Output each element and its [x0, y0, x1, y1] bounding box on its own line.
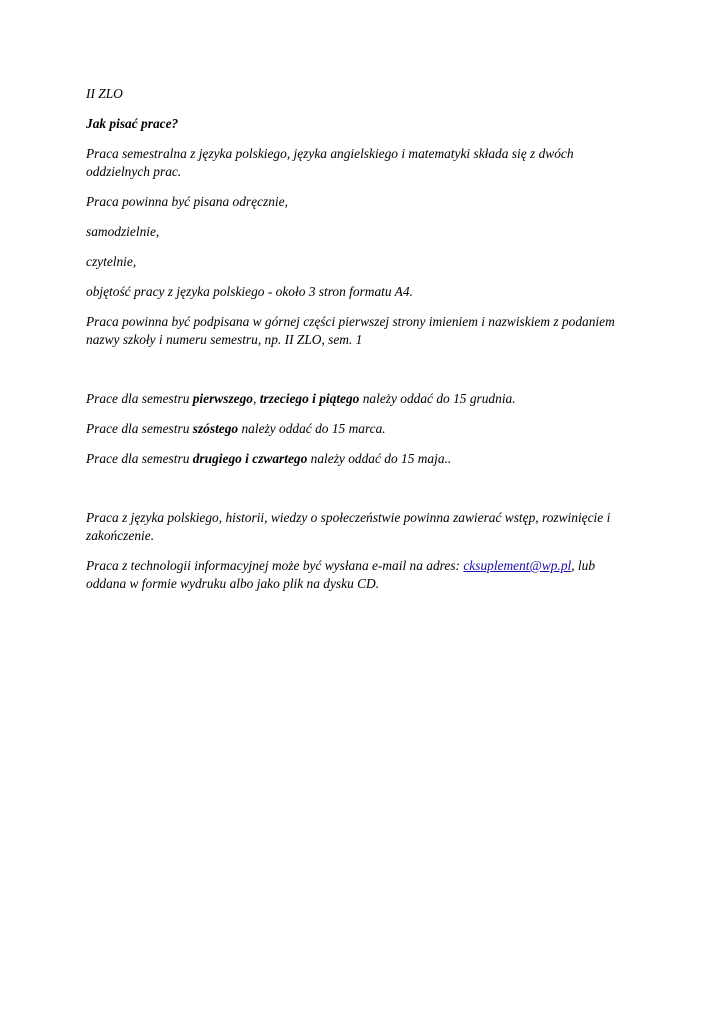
paragraph-semester-work-line1: Praca semestralna z języka polskiego, języka angielskiego i matematyki składa się z dwóch — [86, 146, 574, 161]
deadline-may-semester-second-fourth: drugiego i czwartego — [192, 451, 308, 466]
deadline-march-semester-sixth: szóstego — [192, 421, 239, 436]
deadline-december-prefix: Prace dla semestru — [86, 391, 193, 406]
deadline-december-semester-third-fifth: trzeciego i piątego — [259, 391, 360, 406]
deadline-december — [86, 390, 646, 408]
paragraph-signature-line2: nazwy szkoły i numeru semestru, np. II ZLO, sem. 1 — [86, 332, 363, 347]
deadline-march-suffix: należy oddać do 15 marca. — [238, 421, 386, 436]
deadline-may-suffix: należy oddać do 15 maja.. — [307, 451, 452, 466]
paragraph-legibly: czytelnie, — [86, 254, 137, 269]
paragraph-semester-work — [86, 145, 646, 163]
email-link[interactable]: cksuplement@wp.pl — [463, 558, 572, 573]
paragraph-semester-work-cont: oddzielnych prac. — [86, 164, 182, 179]
note-it-submission-suffix: , lub — [571, 558, 596, 573]
deadline-december-semester-first: pierwszego — [192, 391, 253, 406]
deadline-december-suffix: należy oddać do 15 grudnia. — [359, 391, 516, 406]
paragraph-independently: samodzielnie, — [86, 224, 160, 239]
paragraph-length: objętość pracy z języka polskiego - około 3 stron formatu A4. — [86, 284, 413, 299]
deadline-march — [86, 420, 646, 438]
note-essay-structure-line1: Praca z języka polskiego, historii, wiedzy o społeczeństwie powinna zawierać wstęp, rozwinięcie i — [86, 510, 611, 525]
paragraph-signature-line1: Praca powinna być podpisana w górnej części pierwszej strony imieniem i nazwiskiem z podaniem — [86, 314, 615, 329]
deadline-may — [86, 450, 646, 468]
paragraph-handwritten: Praca powinna być pisana odręcznie, — [86, 194, 288, 209]
note-it-submission-line2: oddana w formie wydruku albo jako plik na dysku CD. — [86, 576, 380, 591]
deadline-march-prefix: Prace dla semestru — [86, 421, 193, 436]
note-it-submission — [86, 557, 646, 575]
deadline-may-prefix: Prace dla semestru — [86, 451, 193, 466]
school-name: II ZLO — [86, 86, 123, 101]
note-essay-structure-line2: zakończenie. — [86, 528, 155, 543]
document-title: Jak pisać prace? — [86, 116, 179, 131]
note-it-submission-prefix: Praca z technologii informacyjnej może być wysłana e-mail na adres: — [86, 558, 464, 573]
deadline-december-separator: , — [253, 391, 260, 406]
